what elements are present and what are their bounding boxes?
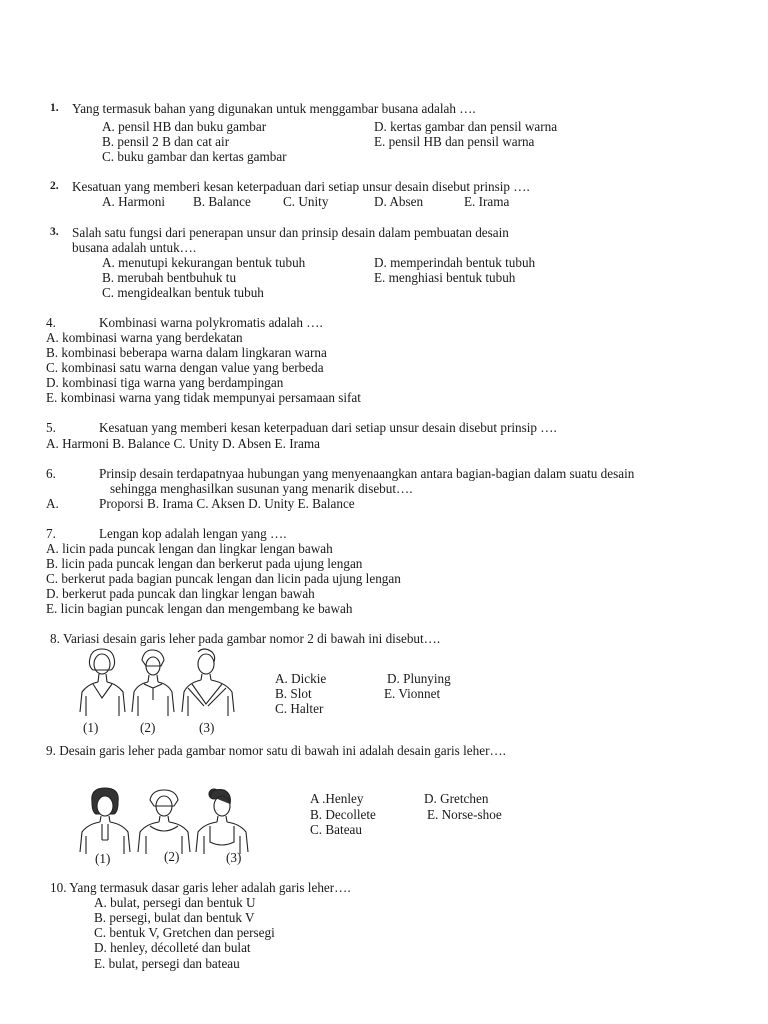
q4-option-a: A. kombinasi warna yang berdekatan	[46, 330, 243, 345]
q7-option-a: A. licin pada puncak lengan dan lingkar lengan bawah	[46, 541, 333, 556]
q10-stem: 10. Yang termasuk dasar garis leher adalah garis leher….	[50, 880, 351, 895]
q2-option-d: D. Absen	[374, 194, 424, 209]
q10-option-a: A. bulat, persegi dan bentuk U	[94, 895, 256, 910]
q6-options: Proporsi B. Irama C. Aksen D. Unity E. Balance	[99, 496, 355, 511]
q1-option-e: E. pensil HB dan pensil warna	[374, 134, 535, 149]
q2-option-c: C. Unity	[283, 194, 329, 209]
q7-option-b: B. licin pada puncak lengan dan berkerut pada ujung lengan	[46, 556, 363, 571]
q7-number: 7.	[46, 526, 56, 541]
q2-stem: Kesatuan yang memberi kesan keterpaduan dari setiap unsur desain disebut prinsip ….	[72, 179, 530, 194]
q9-label-1: (1)	[95, 851, 111, 866]
q1-stem: Yang termasuk bahan yang digunakan untuk menggambar busana adalah ….	[72, 101, 476, 116]
q6-stem-line2: sehingga menghasilkan susunan yang menarik disebut….	[110, 481, 413, 496]
q8-label-1: (1)	[83, 720, 99, 735]
q1-number: 1.	[50, 102, 59, 114]
q7-option-e: E. licin bagian puncak lengan dan mengembang ke bawah	[46, 601, 353, 616]
q3-option-c: C. mengidealkan bentuk tubuh	[102, 285, 264, 300]
q9-figure-3	[196, 789, 248, 854]
q4-option-d: D. kombinasi tiga warna yang berdampingan	[46, 375, 284, 390]
q10-option-c: C. bentuk V, Gretchen dan persegi	[94, 925, 275, 940]
q1-option-a: A. pensil HB dan buku gambar	[102, 119, 267, 134]
q9-figure-2	[138, 790, 190, 854]
q6-stem-line1: Prinsip desain terdapatnyaa hubungan yang menyenaangkan antara bagian-bagian dalam suatu desain	[99, 466, 635, 481]
q2-option-e: E. Irama	[464, 194, 510, 209]
q3-option-a: A. menutupi kekurangan bentuk tubuh	[102, 255, 306, 270]
q5-stem: Kesatuan yang memberi kesan keterpaduan dari setiap unsur desain disebut prinsip ….	[99, 420, 557, 435]
q4-option-c: C. kombinasi satu warna dengan value yang berbeda	[46, 360, 324, 375]
q9-option-e: E. Norse-shoe	[427, 807, 502, 822]
q9-label-3: (3)	[226, 850, 242, 865]
q9-figure-1	[80, 788, 130, 854]
q3-stem-line1: Salah satu fungsi dari penerapan unsur dan prinsip desain dalam pembuatan desain	[72, 225, 509, 240]
q3-option-d: D. memperindah bentuk tubuh	[374, 255, 536, 270]
q9-option-c: C. Bateau	[310, 822, 363, 837]
q2-option-b: B. Balance	[193, 194, 251, 209]
q1-option-c: C. buku gambar dan kertas gambar	[102, 149, 287, 164]
q3-stem-line2: busana adalah untuk….	[72, 240, 197, 255]
q1-option-b: B. pensil 2 B dan cat air	[102, 134, 230, 149]
q9-stem: 9. Desain garis leher pada gambar nomor satu di bawah ini adalah desain garis leher….	[46, 743, 506, 758]
q1-option-d: D. kertas gambar dan pensil warna	[374, 119, 558, 134]
q8-option-d: D. Plunying	[387, 671, 451, 686]
q8-option-a: A. Dickie	[275, 671, 327, 686]
q9-option-b: B. Decollete	[310, 807, 376, 822]
q3-number: 3.	[50, 226, 59, 238]
q2-number: 2.	[50, 180, 59, 192]
q4-option-b: B. kombinasi beberapa warna dalam lingkaran warna	[46, 345, 327, 360]
q4-number: 4.	[46, 315, 56, 330]
q6-option-prefix: A.	[46, 496, 59, 511]
q8-figure-2	[132, 650, 174, 716]
q4-stem: Kombinasi warna polykromatis adalah ….	[99, 315, 323, 330]
q5-options: A. Harmoni B. Balance C. Unity D. Absen E. Irama	[46, 436, 320, 451]
q9-label-2: (2)	[164, 849, 180, 864]
q8-option-c: C. Halter	[275, 701, 324, 716]
q10-option-b: B. persegi, bulat dan bentuk V	[94, 910, 255, 925]
q4-option-e: E. kombinasi warna yang tidak mempunyai persamaan sifat	[46, 390, 361, 405]
q3-option-b: B. merubah bentbuhuk tu	[102, 270, 237, 285]
q7-option-c: C. berkerut pada bagian puncak lengan dan licin pada ujung lengan	[46, 571, 401, 586]
q9-option-a: A .Henley	[310, 791, 364, 806]
q2-option-a: A. Harmoni	[102, 194, 165, 209]
q8-figure-3	[182, 649, 234, 716]
q10-option-e: E. bulat, persegi dan bateau	[94, 956, 240, 971]
q5-number: 5.	[46, 420, 56, 435]
q9-neckline-illustrations	[78, 786, 253, 854]
q9-option-d: D. Gretchen	[424, 791, 489, 806]
q10-option-d: D. henley, décolleté dan bulat	[94, 940, 251, 955]
q8-neckline-illustrations	[76, 648, 246, 718]
q7-option-d: D. berkerut pada puncak dan lingkar lengan bawah	[46, 586, 315, 601]
q8-option-e: E. Vionnet	[384, 686, 441, 701]
q7-stem: Lengan kop adalah lengan yang ….	[99, 526, 287, 541]
q8-option-b: B. Slot	[275, 686, 312, 701]
q8-figure-1	[80, 649, 125, 716]
q3-option-e: E. menghiasi bentuk tubuh	[374, 270, 516, 285]
q8-stem: 8. Variasi desain garis leher pada gambar nomor 2 di bawah ini disebut….	[50, 631, 441, 646]
q8-label-2: (2)	[140, 720, 156, 735]
q8-label-3: (3)	[199, 720, 215, 735]
q6-number: 6.	[46, 466, 56, 481]
